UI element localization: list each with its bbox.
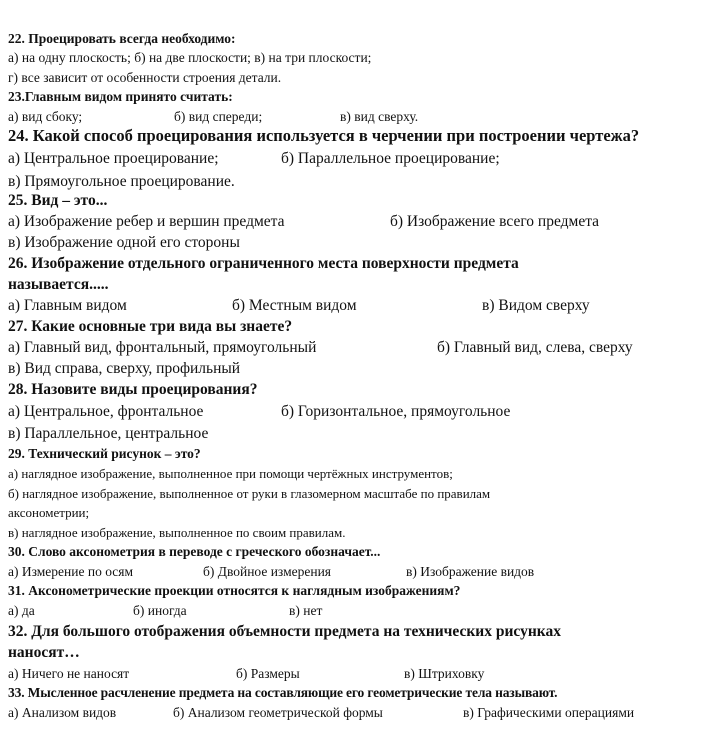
question-24-title: 24. Какой способ проецирования используется в черчении при построении чертежа? (8, 126, 640, 145)
question-28-title: 28. Назовите виды проецирования? (8, 381, 258, 398)
question-31-option-c: в) нет (289, 603, 323, 618)
question-31-option-a: а) да (8, 603, 35, 618)
question-32-title-line-2: наносят… (8, 644, 80, 661)
question-33-option-a: а) Анализом видов (8, 705, 117, 720)
question-22-title: 22. Проецировать всегда необходимо: (8, 31, 236, 46)
question-33-option-c: в) Графическими операциями (463, 705, 635, 720)
question-25-title: 25. Вид – это... (8, 192, 108, 209)
question-27-option-b: б) Главный вид, слева, сверху (437, 339, 633, 356)
question-26-option-a: а) Главным видом (8, 297, 127, 314)
question-29-title: 29. Технический рисунок – это? (8, 446, 201, 461)
question-32-title-line-1: 32. Для большого отображения объемности предмета на технических рисунках (8, 623, 561, 640)
question-28-option-a: а) Центральное, фронтальное (8, 403, 204, 420)
question-30-option-c: в) Изображение видов (406, 564, 535, 579)
question-25-option-b: б) Изображение всего предмета (390, 213, 600, 230)
question-29-option-b-line-1: б) наглядное изображение, выполненное от руки в глазомерном масштабе по правилам (8, 486, 491, 501)
question-26-title-line-1: 26. Изображение отдельного ограниченного места поверхности предмета (8, 255, 519, 272)
question-26-option-c: в) Видом сверху (482, 297, 590, 314)
question-23-option-b: б) вид спереди; (174, 109, 263, 124)
question-24-option-b: б) Параллельное проецирование; (281, 150, 500, 167)
question-26-title-line-2: называется..... (8, 276, 109, 293)
question-33-option-b: б) Анализом геометрической формы (173, 705, 383, 720)
question-29-option-a: а) наглядное изображение, выполненное при помощи чертёжных инструментов; (8, 466, 453, 481)
question-32-option-c: в) Штриховку (404, 666, 485, 681)
question-28-option-b: б) Горизонтальное, прямоугольное (281, 403, 511, 420)
question-32-option-a: а) Ничего не наносят (8, 666, 130, 681)
question-29-option-b-line-2: аксонометрии; (8, 505, 90, 520)
question-32-option-b: б) Размеры (236, 666, 300, 681)
question-24-option-a: а) Центральное проецирование; (8, 150, 219, 167)
question-25-option-a: а) Изображение ребер и вершин предмета (8, 213, 285, 230)
question-23-option-c: в) вид сверху. (340, 109, 419, 124)
question-31-option-b: б) иногда (133, 603, 187, 618)
question-30-title: 30. Слово аксонометрия в переводе с греческого обозначает... (8, 544, 381, 559)
question-27-option-a: а) Главный вид, фронтальный, прямоугольный (8, 339, 317, 356)
question-22-options-line-2: г) все зависит от особенности строения детали. (8, 70, 282, 85)
question-27-option-c: в) Вид справа, сверху, профильный (8, 360, 241, 377)
question-22-options-line-1: а) на одну плоскость; б) на две плоскости; в) на три плоскости; (8, 50, 372, 65)
question-29-option-c: в) наглядное изображение, выполненное по своим правилам. (8, 525, 346, 540)
question-23-title: 23.Главным видом принято считать: (8, 89, 233, 104)
question-23-option-a: а) вид сбоку; (8, 109, 83, 124)
question-24-option-c: в) Прямоугольное проецирование. (8, 173, 235, 190)
question-31-title: 31. Аксонометрические проекции относятся к наглядным изображениям? (8, 583, 461, 598)
question-27-title: 27. Какие основные три вида вы знаете? (8, 318, 293, 335)
question-30-option-a: а) Измерение по осям (8, 564, 134, 579)
question-26-option-b: б) Местным видом (232, 297, 357, 314)
question-33-title: 33. Мысленное расчленение предмета на составляющие его геометрические тела называют. (8, 685, 558, 700)
question-28-option-c: в) Параллельное, центральное (8, 425, 209, 442)
question-25-option-c: в) Изображение одной его стороны (8, 234, 240, 251)
question-30-option-b: б) Двойное измерения (203, 564, 332, 579)
